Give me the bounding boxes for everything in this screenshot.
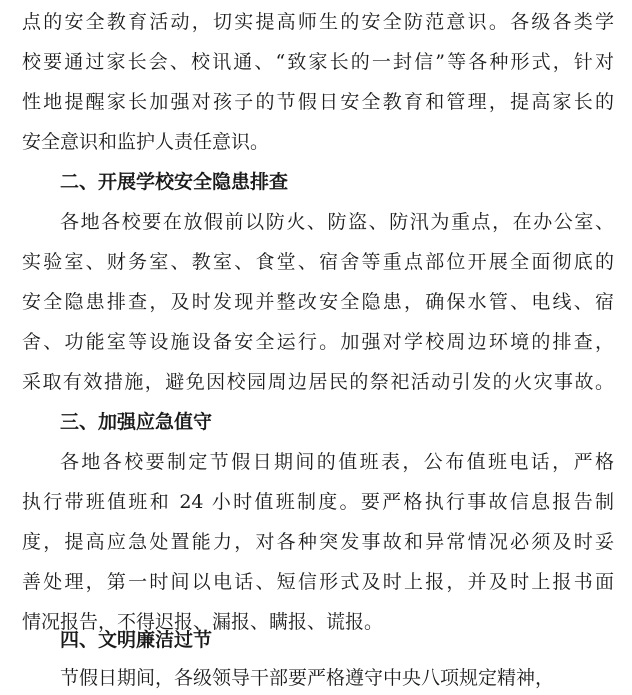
paragraph-line <box>0 562 632 602</box>
heading-text: 二、开展学校安全隐患排查 <box>60 171 289 193</box>
paragraph-line <box>0 282 632 322</box>
section-heading <box>0 620 632 660</box>
line-text: 校要通过家长会、校讯通、“致家长的一封信”等各种形式，针对 <box>22 51 614 73</box>
paragraph-line <box>0 322 632 362</box>
paragraph-line <box>0 82 632 122</box>
paragraph-line <box>0 482 632 522</box>
line-text: 舍、功能室等设施设备安全运行。加强对学校周边环境的排查， <box>22 331 614 353</box>
line-text: 实验室、财务室、教室、食堂、宿舍等重点部位开展全面彻底的 <box>22 251 614 273</box>
line-text: 度，提高应急处置能力，对各种突发事故和异常情况必须及时妥 <box>22 531 614 553</box>
paragraph-line <box>0 362 632 402</box>
paragraph-line <box>0 442 632 482</box>
line-text: 情况报告，不得迟报、漏报、瞒报、谎报。 <box>22 611 384 633</box>
paragraph-line <box>0 2 632 42</box>
paragraph-line <box>0 522 632 562</box>
paragraph-line <box>0 658 632 695</box>
paragraph-line <box>0 202 632 242</box>
line-text: 各地各校要制定节假日期间的值班表，公布值班电话，严格 <box>60 451 614 473</box>
heading-text: 三、加强应急值守 <box>60 411 213 433</box>
section-heading <box>0 162 632 202</box>
line-text: 性地提醒家长加强对孩子的节假日安全教育和管理，提高家长的 <box>22 91 614 113</box>
line-text: 善处理，第一时间以电话、短信形式及时上报，并及时上报书面 <box>22 571 614 593</box>
paragraph-line <box>0 42 632 82</box>
line-text: 各地各校要在放假前以防火、防盗、防汛为重点，在办公室、 <box>60 211 614 233</box>
heading-text: 四、文明廉洁过节 <box>60 629 213 651</box>
line-text: 采取有效措施，避免因校园周边居民的祭祀活动引发的火灾事故。 <box>22 371 614 393</box>
paragraph-line <box>0 122 632 162</box>
section-heading <box>0 402 632 442</box>
line-text: 安全意识和监护人责任意识。 <box>22 131 270 153</box>
line-text: 节假日期间，各级领导干部要严格遵守中央八项规定精神， <box>60 667 555 689</box>
line-text: 安全隐患排查，及时发现并整改安全隐患，确保水管、电线、宿 <box>22 291 614 313</box>
paragraph-line <box>0 242 632 282</box>
line-text: 点的安全教育活动，切实提高师生的安全防范意识。各级各类学 <box>22 11 614 33</box>
line-text: 执行带班值班和 24 小时值班制度。要严格执行事故信息报告制 <box>22 491 614 513</box>
